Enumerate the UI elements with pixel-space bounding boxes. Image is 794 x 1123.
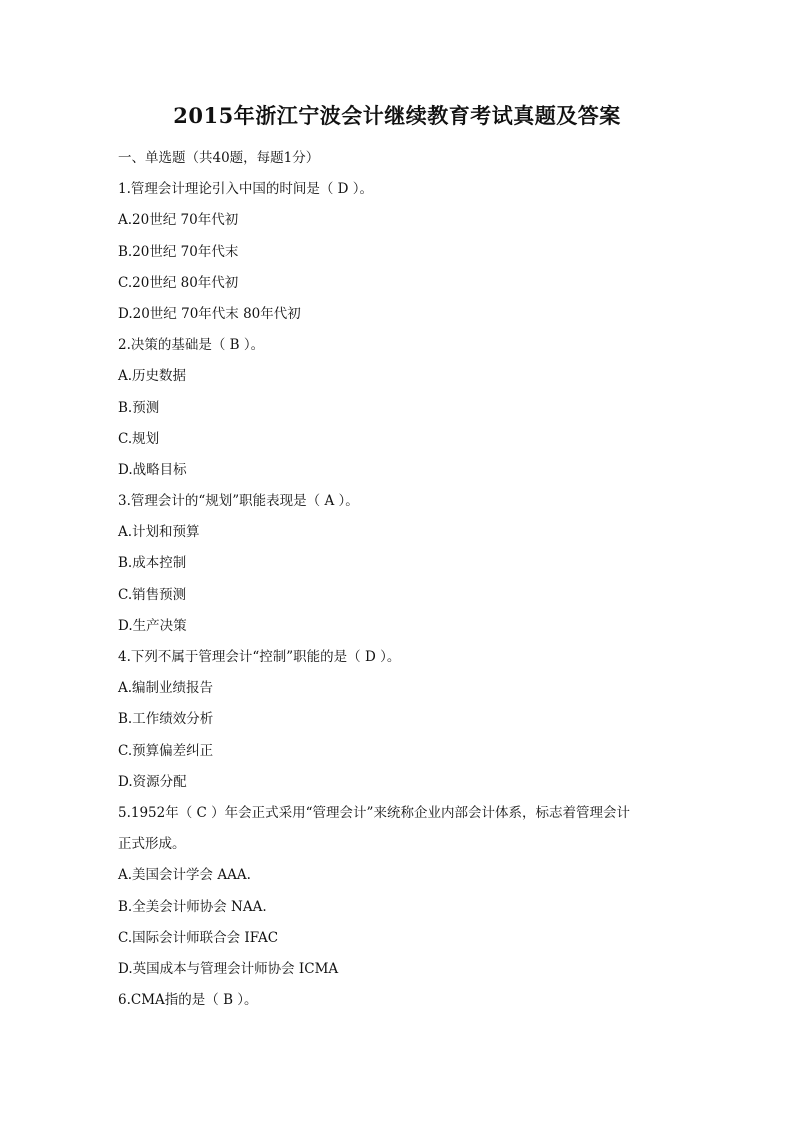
question-5: 5.1952年（ C ）年会正式采用“管理会计”来统称企业内部会计体系，标志着管理会计 — [118, 804, 630, 821]
option-line: B.预测 — [118, 399, 160, 416]
option-line: C.国际会计师联合会 IFAC — [118, 929, 279, 946]
document-title: 2015年浙江宁波会计继续教育考试真题及答案 — [173, 103, 621, 128]
question-4: 4.下列不属于管理会计“控制”职能的是（ D ）。 — [118, 649, 401, 665]
section-heading: 一、单选题（共40题，每题1分） — [118, 150, 320, 166]
option-line: B.全美会计师协会 NAA. — [118, 898, 267, 915]
question-2: 2.决策的基础是（ B ）。 — [118, 337, 265, 354]
option-line: A.20世纪 70年代初 — [118, 212, 239, 229]
option-line: D.战略目标 — [118, 461, 187, 478]
option-line: A.历史数据 — [118, 368, 187, 385]
option-line: B.工作绩效分析 — [118, 711, 214, 728]
document-body — [118, 143, 688, 1016]
option-line: C.20世纪 80年代初 — [118, 274, 239, 291]
option-line: C.预算偏差纠正 — [118, 742, 214, 759]
option-line: A.美国会计学会 AAA. — [118, 867, 251, 884]
option-line: C.规划 — [118, 430, 160, 447]
question-3: 3.管理会计的“规划”职能表现是（ A ）。 — [118, 493, 359, 510]
question-5-continued: 正式形成。 — [118, 836, 186, 853]
option-line: D.英国成本与管理会计师协会 ICMA — [118, 960, 339, 977]
option-line: D.资源分配 — [118, 773, 187, 790]
option-line: C.销售预测 — [118, 586, 187, 603]
option-line: A.编制业绩报告 — [118, 680, 214, 697]
option-line: B.成本控制 — [118, 555, 187, 572]
option-line: D.生产决策 — [118, 617, 187, 634]
question-6: 6.CMA指的是（ B ）。 — [118, 992, 258, 1009]
question-1: 1.管理会计理论引入中国的时间是（ D ）。 — [118, 181, 374, 198]
option-line: A.计划和预算 — [118, 524, 200, 541]
option-line: D.20世纪 70年代末 80年代初 — [118, 305, 301, 322]
option-line: B.20世纪 70年代末 — [118, 243, 239, 260]
